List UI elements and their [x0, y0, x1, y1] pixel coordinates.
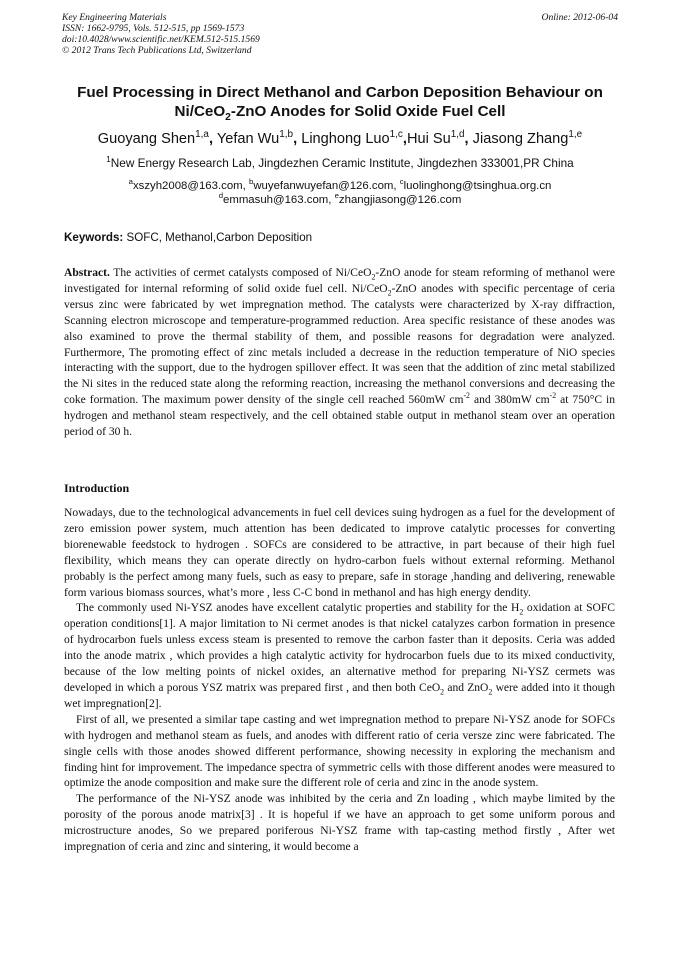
author: Hui Su: [406, 131, 451, 147]
keywords-text: SOFC, Methanol,Carbon Deposition: [126, 231, 313, 244]
paragraph: Nowadays, due to the technological advancements in fuel cell devices suing hydrogen as a fuel for the development of zero emission power system, much attention has been dedicated to improve catalytic processes for converting biorenewable feedstock to hydrogen . SOFCs are considered to be attractive, in part because of their high fuel flexibility, which means they can operate directly on hydro-carbon fuels without external reforming. Methanol probably is the perfect among many fuels, such as easy to prepare, safe in storage ,handing and delivering, renewable form various biomass sources, what’s more , less C-C bond in methanol and has high energy dendity.: [64, 507, 615, 599]
author: Guoyang Shen: [97, 131, 196, 147]
email-d[interactable]: emmasuh@163.com: [223, 194, 329, 206]
keywords-label: Keywords:: [64, 231, 124, 244]
journal-header: [62, 12, 618, 56]
author: Linghong Luo: [301, 131, 390, 147]
email-e[interactable]: zhangjiasong@126.com: [338, 194, 462, 206]
email-a[interactable]: xszyh2008@163.com: [132, 180, 243, 192]
paragraph: The performance of the Ni-YSZ anode was inhibited by the ceria and Zn loading , which maybe limited by the porosity of the porous anode matrix[3] . It is hopeful if we have an approach to get some uniform porous and microstructure anodes, So we prepared poriferous Ni-YSZ frame with tap-casting method firstly , After wet impregnation of ceria and zinc and sintering, it would become a: [64, 793, 615, 854]
keywords: [64, 231, 616, 245]
author: Yefan Wu: [216, 131, 280, 147]
journal-doi: doi:10.4028/www.scientific.net/KEM.512-515.1569: [62, 34, 260, 45]
title-line-1: Fuel Processing in Direct Methanol and Carbon Deposition Behaviour on: [77, 84, 603, 101]
paper-title: [40, 83, 640, 124]
email-b[interactable]: wuyefanwuyefan@126.com: [253, 180, 394, 192]
author-list: Guoyang Shen$^{1,a}$, Yefan Wu$^{1,b}$, Linghong Luo$^{1,c}$,Hui Su$^{1,d}$, Jiasong Zhang$^{1,e}$: [97, 129, 583, 147]
email-c[interactable]: luolinghong@tsinghua.org.cn: [403, 180, 552, 192]
affiliation: $^1$New Energy Research Lab, Jingdezhen Ceramic Institute, Jingdezhen 333001,PR China: [106, 155, 574, 170]
journal-issn: ISSN: 1662-9795, Vols. 512-515, pp 1569-1573: [62, 23, 245, 34]
journal-copyright: © 2012 Trans Tech Publications Ltd, Switzerland: [62, 45, 252, 56]
title-line-2: Ni/CeO$_2$-ZnO Anodes for Solid Oxide Fuel Cell: [174, 103, 506, 124]
introduction-body: [64, 506, 615, 856]
abstract-label: Abstract.: [64, 267, 110, 279]
author: Jiasong Zhang: [472, 131, 569, 147]
paragraph: The commonly used Ni-YSZ anodes have excellent catalytic properties and stability for the $H_2$ oxidation at SOFC operation conditions[1]. A major limitation to Ni cermet anodes is that nickel catalyzes carbon formation in presence of hydrocarbon fuels unless excess steam is presented to remove the carbon faster than it deposits. Ceria was added into the anode matrix , which provides a high catalytic activity for hydrocarbon fuels due to its mixed conductivity, because of the low melting points of nickel oxides, an alternative method for preparing Ni-YSZ cermets was developed in which a porous YSZ matrix was prepared first , and then both CeO$_2$ and ZnO$_2$ were added into it though wet impregnation[2].: [64, 602, 615, 710]
section-heading-introduction: Introduction: [64, 481, 130, 495]
author-emails: $^a$xszyh2008@163.com, $^b$wuyefanwuyefan@126.com, $^c$luolinghong@tsinghua.org.cn $^d$emmasuh@163.com, $^e$zhangjiasong@126.com: [128, 177, 552, 206]
paragraph: First of all, we presented a similar tape casting and wet impregnation method to prepare Ni-YSZ anode for SOFCs with hydrogen and methanol steam as fuels, and anodes with different ratio of ceria versze zinc were fabricated. The single cells with those anodes showed different performance, showing necessity in exploring the mechanism and finding hint for improvement. The impedance spectra of symmetric cells with those different anodes were measured to optimize the anode composition and make sure the different role of ceria and zinc in the anode system.: [64, 713, 615, 790]
journal-name: Key Engineering Materials: [62, 12, 167, 23]
abstract: Abstract. The activities of cermet catalysts composed of Ni/CeO$_2$-ZnO anode for steam reforming of methanol were investigated for internal reforming of solid oxide fuel cell. Ni/CeO$_2$-ZnO anodes with specific percentage of ceria versus zinc were fabricated by wet impregnation method. The catalysts were characterized by X-ray diffraction, Scanning electron microscope and temperature-programmed reduction. Area specific resistance of these anodes was also examined to prove the thermal stability of them, and possible reasons for degradation were analyzed. Furthermore, The promoting effect of zinc metals included a decrease in the reduction temperature of NiO species interacting with the support, due to the hydrogen spillover effect. It was seen that the addition of zinc metal stabilized the Ni sites in the reduced state along the reforming reaction, increasing the methanol conversions and decreasing the coke formation. The maximum power density of the single cell reached 560mW $cm^{-2}$ and 380mW $cm^{-2}$ at 750°C in hydrogen and methanol steam respectively, and the cell obtained stable output in methanol steam over an operation period of 30 h.: [64, 267, 615, 439]
online-date: Online: 2012-06-04: [541, 12, 618, 23]
